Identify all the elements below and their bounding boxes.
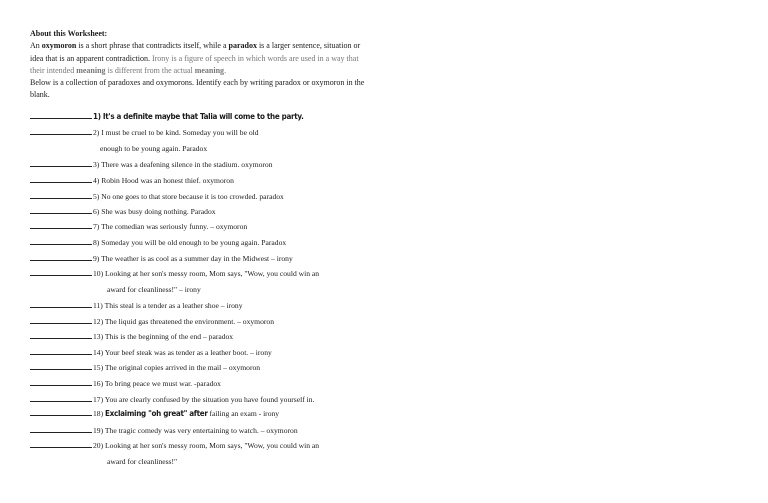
- about-section: [30, 28, 375, 102]
- question-text: 20) Looking at her son's messy room, Mom says, "Wow, you could win an: [93, 441, 320, 450]
- answer-blank[interactable]: [30, 228, 92, 229]
- answer-blank[interactable]: [30, 369, 92, 370]
- answer-blank[interactable]: [30, 260, 92, 261]
- question-row: [30, 112, 304, 121]
- question-text: 15) The original copies arrived in the mail – oxymoron: [93, 363, 261, 372]
- term-irony: Irony: [151, 53, 170, 63]
- question-text: 12) The liquid gas threatened the environment. – oxymoron: [93, 317, 275, 326]
- answer-blank[interactable]: [30, 213, 92, 214]
- def-text: An: [30, 41, 42, 51]
- question-text: 16) To bring peace we must war. -paradox: [93, 379, 221, 388]
- def-text: is a figure of speech in which words are used in a way that their intended: [30, 53, 359, 75]
- question-text-continued: award for cleanliness!": [107, 457, 178, 466]
- question-text: failing an exam - irony: [207, 409, 280, 418]
- question-text-continued: enough to be young again. Paradox: [100, 144, 208, 153]
- answer-blank[interactable]: [30, 118, 92, 119]
- answer-blank[interactable]: [30, 323, 92, 324]
- question-text: 4) Robin Hood was an honest thief. oxymoron: [93, 176, 234, 185]
- answer-blank[interactable]: [30, 447, 92, 448]
- question-text: 2) I must be cruel to be kind. Someday you will be old: [93, 128, 259, 137]
- question-text: 14) Your beef steak was as tender as a leather boot. – irony: [93, 348, 272, 357]
- question-row: [30, 192, 284, 201]
- answer-blank[interactable]: [30, 354, 92, 355]
- question-row: [30, 176, 234, 185]
- question-text: 6) She was busy doing nothing. Paradox: [93, 207, 216, 216]
- answer-blank[interactable]: [30, 166, 92, 167]
- question-row: [30, 238, 286, 247]
- question-row: [30, 348, 272, 357]
- answer-blank[interactable]: [30, 198, 92, 199]
- question-row: [30, 363, 260, 372]
- question-text-handwritten: Exclaiming "oh great" after: [105, 409, 208, 418]
- answer-blank[interactable]: [30, 134, 92, 135]
- question-row: [30, 207, 216, 216]
- question-row: [30, 409, 279, 418]
- answer-blank[interactable]: [30, 275, 92, 276]
- question-row: [30, 160, 273, 169]
- def-text: .: [224, 65, 227, 75]
- question-row: [30, 332, 233, 341]
- answer-blank[interactable]: [30, 338, 92, 339]
- answer-blank[interactable]: [30, 415, 92, 416]
- question-row: [30, 254, 293, 263]
- question-text: 13) This is the beginning of the end – paradox: [93, 332, 234, 341]
- question-row: [30, 441, 319, 450]
- answer-blank[interactable]: [30, 385, 92, 386]
- question-row: [30, 426, 298, 435]
- about-heading: About this Worksheet:: [30, 29, 108, 38]
- question-row: [30, 317, 274, 326]
- term-meaning: meaning: [194, 65, 225, 75]
- instructions: Below is a collection of paradoxes and oxymorons. Identify each by writing paradox or oxymoron in the blank.: [30, 78, 365, 100]
- question-row: [30, 128, 259, 137]
- answer-blank[interactable]: [30, 401, 92, 402]
- question-text: 9) The weather is as cool as a summer day in the Midwest – irony: [93, 254, 293, 263]
- question-row: [30, 269, 319, 278]
- answer-blank[interactable]: [30, 182, 92, 183]
- answer-blank[interactable]: [30, 307, 92, 308]
- answer-blank[interactable]: [30, 432, 92, 433]
- term-paradox: paradox: [228, 41, 257, 51]
- term-oxymoron: oxymoron: [41, 41, 77, 51]
- def-text: is different from the actual: [105, 65, 195, 75]
- def-text: is a short phrase that contradicts itself, while a: [76, 41, 229, 51]
- question-text: 1) It's a definite maybe that Talia will come to the party.: [93, 112, 304, 121]
- question-row: [30, 301, 243, 310]
- question-text: 10) Looking at her son's messy room, Mom says, "Wow, you could win an: [93, 269, 320, 278]
- question-text: 19) The tragic comedy was very entertaining to watch. – oxymoron: [93, 426, 298, 435]
- question-text: 17) You are clearly confused by the situation you have found yourself in.: [93, 395, 315, 404]
- question-row: [30, 395, 314, 404]
- answer-blank[interactable]: [30, 244, 92, 245]
- def-text: is a larger sentence, situation or idea that is an apparent contradiction.: [30, 41, 361, 63]
- question-text: 5) No one goes to that store because it is too crowded. paradox: [93, 192, 284, 201]
- question-text: 3) There was a deafening silence in the stadium. oxymoron: [93, 160, 273, 169]
- question-text: 8) Someday you will be old enough to be young again. Paradox: [93, 238, 287, 247]
- question-text-continued: award for cleanliness!" – irony: [107, 285, 201, 294]
- term-meaning: meaning: [76, 65, 106, 75]
- question-row: [30, 222, 247, 231]
- question-text: 7) The comedian was seriously funny. – oxymoron: [93, 222, 248, 231]
- question-text: 11) This steal is a tender as a leather shoe – irony: [93, 301, 243, 310]
- question-number: 18): [93, 409, 106, 418]
- definitions-paragraph: [30, 40, 375, 77]
- question-row: [30, 379, 221, 388]
